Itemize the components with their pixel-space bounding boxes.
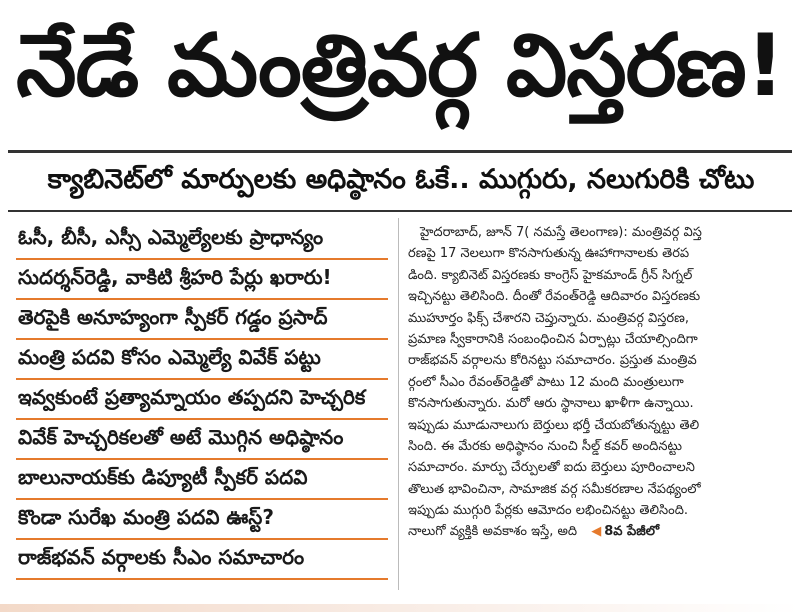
article-line: ఇప్పుడు ముగ్గురి పేర్లకు ఆమోదం లభించినట్టు తెలిసింది.: [408, 503, 689, 519]
continuation-label: 8వ పేజీలో: [604, 524, 660, 540]
article-line: నాలుగో వ్యక్తికి అవకాశం ఇస్తే, అది: [408, 524, 578, 540]
article-line: హైదరాబాద్, జూన్ 7( నమస్తే తెలంగాణ): మంత్రివర్గ విస్త: [420, 225, 702, 240]
highlight-item: బాలునాయక్‌కు డిప్యూటీ స్పీకర్ పదవి: [16, 460, 388, 500]
article-last-line: [408, 521, 786, 542]
article-line: తొలుత భావించినా, సామాజిక వర్గ సమీకరణాల నేపథ్యంలో: [408, 481, 701, 497]
article-line: కొనసాగుతున్నారు. మరో ఆరు స్థానాలు ఖాళీగా ఉన్నాయి.: [408, 396, 694, 412]
highlight-item: తెరపైకి అనూహ్యంగా స్పీకర్ గడ్డం ప్రసాద్: [16, 300, 388, 340]
highlight-item: సుదర్శన్‌రెడ్డి, వాకిటి శ్రీహరి పేర్లు ఖరారు!: [16, 260, 388, 300]
highlight-item: మంత్రి పదవి కోసం ఎమ్మెల్యే వివేక్ పట్టు: [16, 340, 388, 380]
subheadline-rule: [8, 210, 792, 212]
article-line: సమాచారం. మార్పు చేర్పులతో ఐదు బెర్తులు పూరించాలని: [408, 460, 695, 476]
article-line: రణపై 17 నెలలుగా కొనసాగుతున్న ఊహాగానాలకు తెరప: [408, 246, 690, 262]
article-line: సింది. ఈ మేరకు అధిష్ఠానం నుంచి సీల్డ్ కవర్ అందినట్టు: [408, 438, 683, 454]
headline: నేడే మంత్రివర్గ విస్తరణ!: [16, 15, 784, 116]
headline-rule: [8, 150, 792, 153]
continuation-link[interactable]: [591, 521, 659, 542]
article-line: ఇప్పుడు మూడునాలుగు బెర్తులు భర్తీ చేయబోతున్నట్టు తెలి: [408, 417, 700, 433]
article-body: [408, 222, 786, 602]
article-line: ప్రమాణ స్వీకారానికి సంబంధించిన ఏర్పాట్లు చేయాల్సిందిగా: [408, 331, 698, 347]
highlights-column: [16, 220, 388, 606]
article-line: ముహూర్తం ఫిక్స్ చేశారని చెప్తున్నారు. మంత్రివర్గ విస్తరణ,: [408, 310, 689, 326]
highlight-item: రాజ్‌భవన్ వర్గాలకు సీఎం సమాచారం: [16, 540, 388, 580]
article-line: ఇచ్చినట్టు తెలిసింది. దీంతో రేవంత్‌రెడ్డి ఆదివారం విస్తరణకు: [408, 289, 701, 305]
highlight-item: ఇవ్వకుంటే ప్రత్యామ్నాయం తప్పదని హెచ్చరిక: [16, 380, 388, 420]
column-divider: [398, 218, 399, 590]
triangle-pointer-icon: ◀: [591, 524, 602, 540]
article-line: డింది. క్యాబినెట్ విస్తరణకు కాంగ్రెస్ హైకమాండ్ గ్రీన్ సిగ్నల్: [408, 267, 693, 283]
highlight-item: ఓసీ, బీసీ, ఎస్సీ ఎమ్మెల్యేలకు ప్రాధాన్యం: [16, 220, 388, 260]
subheadline: క్యాబినెట్‌లో మార్పులకు అధిష్ఠానం ఓకే.. ముగ్గురు, నలుగురికి చోటు: [47, 164, 755, 195]
bottom-strip: [0, 604, 800, 612]
highlight-item: వివేక్ హెచ్చరికలతో అటే మొగ్గిన అధిష్ఠానం: [16, 420, 388, 460]
highlight-item: కొండా సురేఖ మంత్రి పదవి ఊస్ట్?: [16, 500, 388, 540]
article-line: ర్గంలో సీఎం రేవంత్‌రెడ్డితో పాటు 12 మంది మంత్రులుగా: [408, 374, 684, 390]
article-line: రాజ్‌భవన్ వర్గాలను కోరినట్టు సమాచారం. ప్రస్తుత మంత్రివ: [408, 353, 697, 369]
